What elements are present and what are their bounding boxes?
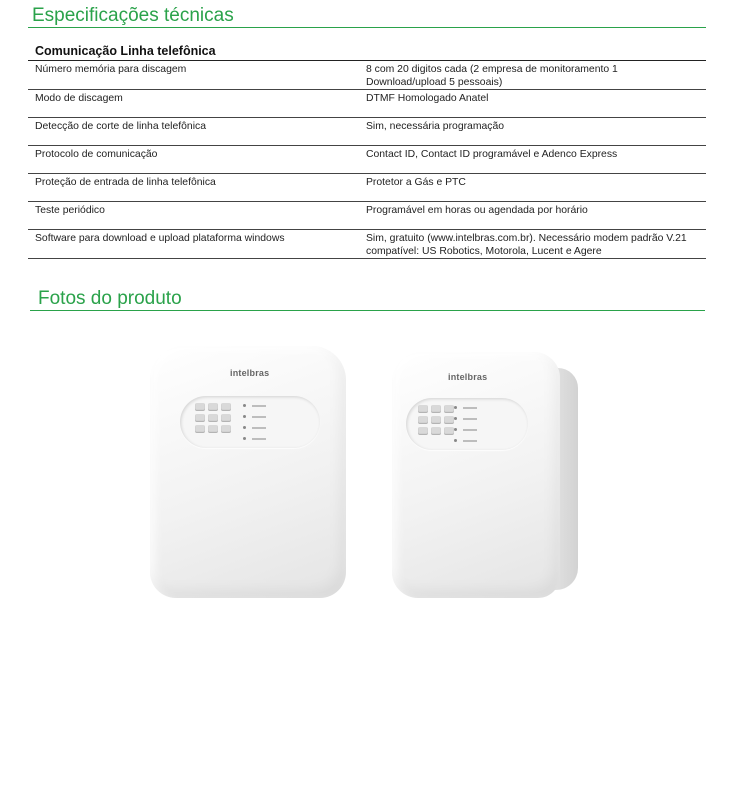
photos-section-divider [30, 310, 705, 311]
brand-logo: intelbras [448, 372, 488, 382]
spec-label: Detecção de corte de linha telefônica [28, 118, 359, 146]
table-row [28, 174, 706, 202]
spec-value: Sim, necessária programação [359, 118, 706, 146]
table-row [28, 90, 706, 118]
product-photo-front [150, 346, 346, 598]
spec-table [28, 44, 706, 259]
spec-value: Protetor a Gás e PTC [359, 174, 706, 202]
spec-value: Programável em horas ou agendada por horário [359, 202, 706, 230]
status-leds [243, 400, 266, 444]
table-row [28, 61, 706, 90]
product-photo-angled [392, 352, 582, 600]
spec-label: Proteção de entrada de linha telefônica [28, 174, 359, 202]
spec-label: Protocolo de comunicação [28, 146, 359, 174]
spec-section-title: Especificações técnicas [32, 5, 234, 26]
spec-value: 8 com 20 digitos cada (2 empresa de monitoramento 1 Download/upload 5 pessoais) [359, 61, 706, 90]
spec-value: DTMF Homologado Anatel [359, 90, 706, 118]
table-row [28, 118, 706, 146]
brand-logo: intelbras [230, 368, 270, 378]
status-leds [454, 402, 477, 446]
table-row [28, 146, 706, 174]
alarm-panel-body [392, 352, 560, 598]
table-row [28, 230, 706, 259]
keypad-icon [418, 405, 454, 435]
photos-section-title: Fotos do produto [38, 288, 182, 309]
keypad-icon [195, 403, 231, 433]
alarm-panel-body [150, 346, 346, 598]
spec-value: Sim, gratuito (www.intelbras.com.br). Necessário modem padrão V.21 compatível: US Robotics, Motorola, Lucent e Agere [359, 230, 706, 259]
spec-label: Teste periódico [28, 202, 359, 230]
spec-label: Número memória para discagem [28, 61, 359, 90]
spec-section-divider [28, 27, 706, 28]
table-row [28, 202, 706, 230]
spec-group-title: Comunicação Linha telefônica [35, 44, 216, 58]
spec-value: Contact ID, Contact ID programável e Adenco Express [359, 146, 706, 174]
spec-label: Modo de discagem [28, 90, 359, 118]
spec-label: Software para download e upload plataforma windows [28, 230, 359, 259]
